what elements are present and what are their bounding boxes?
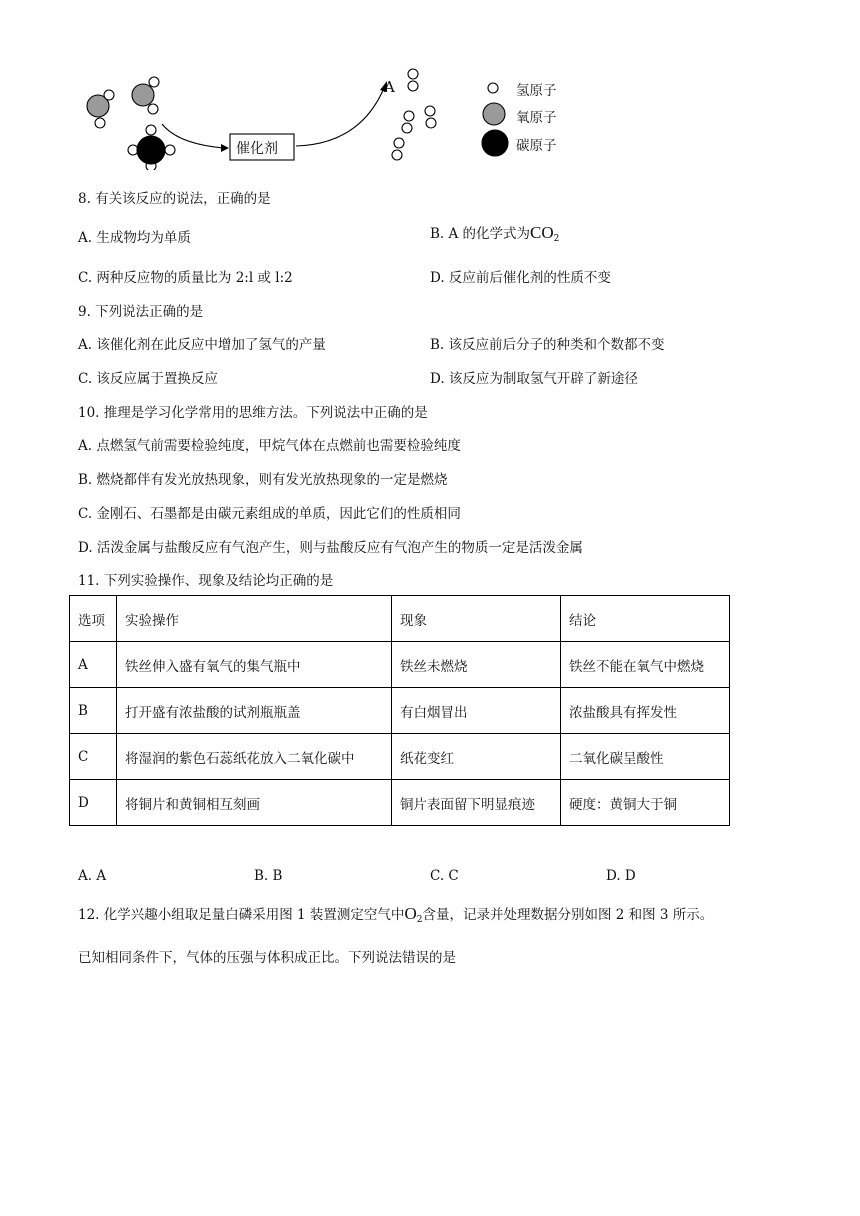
table-cell: 浓盐酸具有挥发性 xyxy=(561,688,730,734)
q8-option-c: C. 两种反应物的质量比为 2:l 或 l:2 xyxy=(78,270,293,286)
reaction-arrow xyxy=(162,124,224,148)
hydrogen-atom xyxy=(404,111,414,121)
legend-carbon-label: 碳原子 xyxy=(516,138,557,154)
q9-option-c: C. 该反应属于置换反应 xyxy=(78,371,218,387)
table-cell: 纸花变红 xyxy=(392,734,561,780)
legend-oxygen-icon xyxy=(483,103,505,125)
table-cell: 铁丝伸入盛有氧气的集气瓶中 xyxy=(117,642,392,688)
hydrogen-atom xyxy=(95,118,105,128)
table-cell: 铁丝不能在氧气中燃烧 xyxy=(561,642,730,688)
q8-stem: 8. 有关该反应的说法，正确的是 xyxy=(78,191,271,207)
co2-subscript: 2 xyxy=(553,234,560,244)
table-cell: C xyxy=(70,734,117,780)
hydrogen-atom xyxy=(425,106,435,116)
co2-formula: CO xyxy=(530,223,554,242)
product-label: A xyxy=(384,78,395,96)
oxygen-atom xyxy=(132,84,154,106)
q8-option-d: D. 反应前后催化剂的性质不变 xyxy=(430,270,611,286)
table-cell: 二氧化碳呈酸性 xyxy=(561,734,730,780)
q10-stem: 10. 推理是学习化学常用的思维方法。下列说法中正确的是 xyxy=(78,405,428,421)
hydrogen-atom xyxy=(426,118,436,128)
legend-hydrogen-icon xyxy=(488,83,498,93)
q9-option-a: A. 该催化剂在此反应中增加了氢气的产量 xyxy=(78,337,326,353)
table-cell: 打开盛有浓盐酸的试剂瓶瓶盖 xyxy=(117,688,392,734)
q10-option-a: A. 点燃氢气前需要检验纯度，甲烷气体在点燃前也需要检验纯度 xyxy=(78,438,461,454)
q8-option-b-text: B. A 的化学式为 xyxy=(430,226,531,242)
q12-stem-line2: 已知相同条件下，气体的压强与体积成正比。下列说法错误的是 xyxy=(78,950,456,966)
hydrogen-atom xyxy=(165,145,175,155)
table-row xyxy=(70,688,730,734)
q11-option-c: C. C xyxy=(430,868,459,884)
q11-option-b: B. B xyxy=(254,868,283,884)
q8-option-b xyxy=(430,222,559,244)
table-cell: 铁丝未燃烧 xyxy=(392,642,561,688)
reaction-arrow xyxy=(296,88,384,146)
hydrogen-atom xyxy=(408,69,418,79)
header-option: 选项 xyxy=(70,596,117,642)
hydrogen-atom xyxy=(148,104,158,114)
catalyst-label: 催化剂 xyxy=(236,141,278,157)
q11-stem: 11. 下列实验操作、现象及结论均正确的是 xyxy=(78,573,334,589)
experiment-table xyxy=(69,595,730,826)
table-row xyxy=(70,780,730,826)
q9-option-d: D. 该反应为制取氢气开辟了新途径 xyxy=(430,371,638,387)
o2-subscript: 2 xyxy=(416,915,423,925)
q9-option-b: B. 该反应前后分子的种类和个数都不变 xyxy=(430,337,665,353)
hydrogen-atom xyxy=(402,123,412,133)
carbon-atom xyxy=(137,136,165,164)
q12-stem-part1: 12. 化学兴趣小组取足量白磷采用图 1 装置测定空气中 xyxy=(78,907,405,923)
hydrogen-atom xyxy=(392,150,402,160)
legend-oxygen-label: 氧原子 xyxy=(516,110,557,126)
legend-hydrogen-label: 氢原子 xyxy=(516,83,557,99)
q12-stem-part2: 含量，记录并处理数据分别如图 2 和图 3 所示。 xyxy=(422,907,714,923)
header-operation: 实验操作 xyxy=(117,596,392,642)
hydrogen-atom xyxy=(149,77,159,87)
legend-carbon-icon xyxy=(482,130,508,156)
table-header-row xyxy=(70,596,730,642)
header-phenomenon: 现象 xyxy=(392,596,561,642)
q10-option-b: B. 燃烧都伴有发光放热现象，则有发光放热现象的一定是燃烧 xyxy=(78,472,448,488)
table-row xyxy=(70,642,730,688)
hydrogen-atom xyxy=(104,90,114,100)
table-cell: D xyxy=(70,780,117,826)
table-cell: 硬度：黄铜大于铜 xyxy=(561,780,730,826)
table-row xyxy=(70,734,730,780)
table-cell: 将湿润的紫色石蕊纸花放入二氧化碳中 xyxy=(117,734,392,780)
table-cell: A xyxy=(70,642,117,688)
hydrogen-atom xyxy=(394,138,404,148)
q11-option-d: D. D xyxy=(606,868,636,884)
q9-stem: 9. 下列说法正确的是 xyxy=(78,304,204,320)
o2-formula: O xyxy=(404,904,417,923)
q8-option-a: A. 生成物均为单质 xyxy=(78,230,191,246)
table-cell: 将铜片和黄铜相互刻画 xyxy=(117,780,392,826)
table-cell: 有白烟冒出 xyxy=(392,688,561,734)
table-cell: 铜片表面留下明显痕迹 xyxy=(392,780,561,826)
hydrogen-atom xyxy=(146,125,156,135)
q10-option-c: C. 金刚石、石墨都是由碳元素组成的单质，因此它们的性质相同 xyxy=(78,506,461,522)
q12-stem-line1 xyxy=(78,903,713,925)
hydrogen-atom xyxy=(408,81,418,91)
q11-option-a: A. A xyxy=(78,868,107,884)
q10-option-d: D. 活泼金属与盐酸反应有气泡产生，则与盐酸反应有气泡产生的物质一定是活泼金属 xyxy=(78,540,583,556)
table-cell: B xyxy=(70,688,117,734)
header-conclusion: 结论 xyxy=(561,596,730,642)
